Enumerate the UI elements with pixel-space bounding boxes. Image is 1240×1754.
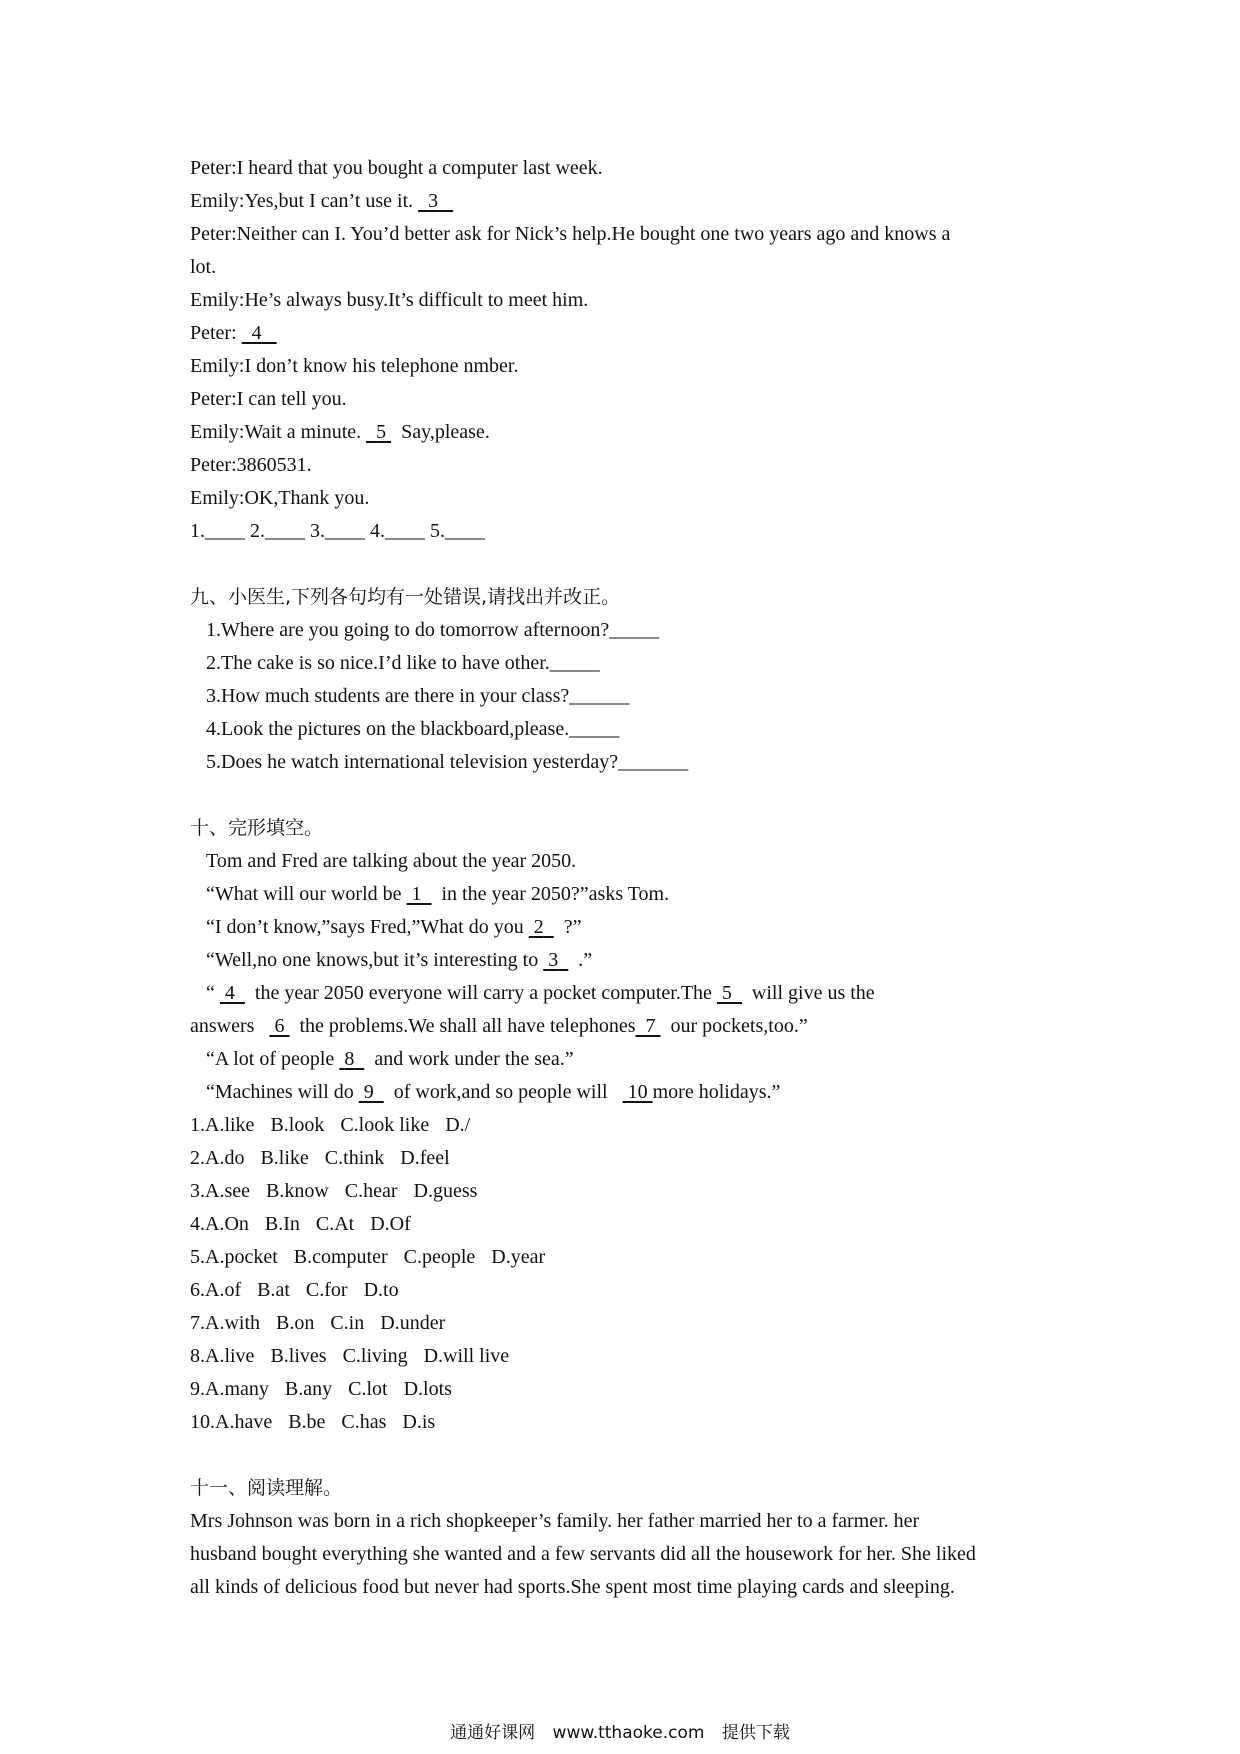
error-item: 4.Look the pictures on the blackboard,please._____ (206, 718, 620, 740)
dialogue-line: Peter:I heard that you bought a computer last week. (190, 157, 603, 179)
cloze-line: “Well,no one knows,but it’s interesting to 3 .” (206, 949, 593, 971)
cloze-line: “Machines will do 9 of work,and so people will 10 more holidays.” (206, 1081, 781, 1103)
dialogue-line: Peter:3860531. (190, 454, 312, 476)
footer-url[interactable]: www.tthaoke.com (552, 1723, 705, 1743)
cloze-blank-4: 4 (224, 982, 235, 1004)
reading-line: Mrs Johnson was born in a rich shopkeeper’s family. her father married her to a farmer. her (190, 1510, 920, 1532)
dialogue-line: Peter:I can tell you. (190, 388, 347, 410)
section-9-heading: 九、小医生,下列各句均有一处错误,请找出并改正。 (190, 586, 621, 608)
blank-5: 5 (376, 421, 387, 443)
cloze-line: “A lot of people 8 and work under the sea.” (206, 1048, 574, 1070)
dialogue-line: Emily:OK,Thank you. (190, 487, 370, 509)
cloze-blank-5: 5 (721, 982, 732, 1004)
option-row: 6.A.of B.at C.for D.to (190, 1279, 399, 1301)
cloze-blank-10: 10 (627, 1081, 648, 1103)
page-footer (0, 1718, 1240, 1743)
dialogue-line: Emily:I don’t know his telephone nmber. (190, 355, 519, 377)
section-10-heading: 十、完形填空。 (190, 817, 324, 839)
cloze-blank-9: 9 (363, 1081, 374, 1103)
cloze-line: “What will our world be 1 in the year 2050?”asks Tom. (206, 883, 670, 905)
option-row: 7.A.with B.on C.in D.under (190, 1312, 446, 1334)
option-row: 4.A.On B.In C.At D.Of (190, 1213, 411, 1235)
cloze-line: “ 4 the year 2050 everyone will carry a pocket computer.The 5 will give us the (206, 982, 875, 1004)
error-item: 3.How much students are there in your class?______ (206, 685, 630, 707)
blank-4: 4 (251, 322, 262, 344)
error-item: 1.Where are you going to do tomorrow afternoon?_____ (206, 619, 660, 641)
dialogue-line: Peter: 4 (190, 320, 277, 346)
option-row: 2.A.do B.like C.think D.feel (190, 1147, 450, 1169)
option-row: 8.A.live B.lives C.living D.will live (190, 1345, 510, 1367)
dialogue-line: Peter:Neither can I. You’d better ask for Nick’s help.He bought one two years ago and knows a (190, 223, 951, 245)
cloze-line: answers 6 the problems.We shall all have telephones 7 our pockets,too.” (190, 1015, 808, 1037)
dialogue-line: Emily:Wait a minute. 5 Say,please. (190, 421, 490, 443)
dialogue-line: Emily:Yes,but I can’t use it. 3 (190, 188, 453, 214)
dialogue-line: lot. (190, 256, 217, 278)
cloze-blank-6: 6 (274, 1015, 285, 1037)
option-row: 5.A.pocket B.computer C.people D.year (190, 1246, 546, 1268)
section-11-heading: 十一、阅读理解。 (190, 1477, 343, 1499)
cloze-line: “I don’t know,”says Fred,”What do you 2 ?” (206, 916, 582, 938)
option-row: 9.A.many B.any C.lot D.lots (190, 1378, 452, 1400)
dialogue-line: Emily:He’s always busy.It’s difficult to meet him. (190, 289, 589, 311)
reading-line: husband bought everything she wanted and a few servants did all the housework for her. She liked (190, 1543, 976, 1565)
option-row: 1.A.like B.look C.look like D./ (190, 1114, 471, 1136)
error-item: 5.Does he watch international television yesterday?_______ (206, 751, 689, 773)
cloze-blank-7: 7 (645, 1015, 656, 1037)
footer-suffix: 提供下载 (721, 1723, 790, 1743)
cloze-blank-2: 2 (533, 916, 544, 938)
cloze-blank-3: 3 (548, 949, 559, 971)
footer-site-name: 通通好课网 (450, 1723, 536, 1743)
blank-3: 3 (428, 190, 439, 212)
error-item: 2.The cake is so nice.I’d like to have other._____ (206, 652, 600, 674)
option-row: 10.A.have B.be C.has D.is (190, 1411, 436, 1433)
option-row: 3.A.see B.know C.hear D.guess (190, 1180, 478, 1202)
cloze-line: Tom and Fred are talking about the year 2050. (206, 850, 577, 872)
reading-line: all kinds of delicious food but never had sports.She spent most time playing cards and sleeping. (190, 1576, 955, 1598)
cloze-blank-8: 8 (344, 1048, 355, 1070)
answer-blanks: 1.____ 2.____ 3.____ 4.____ 5.____ (190, 520, 485, 542)
cloze-blank-1: 1 (411, 883, 422, 905)
